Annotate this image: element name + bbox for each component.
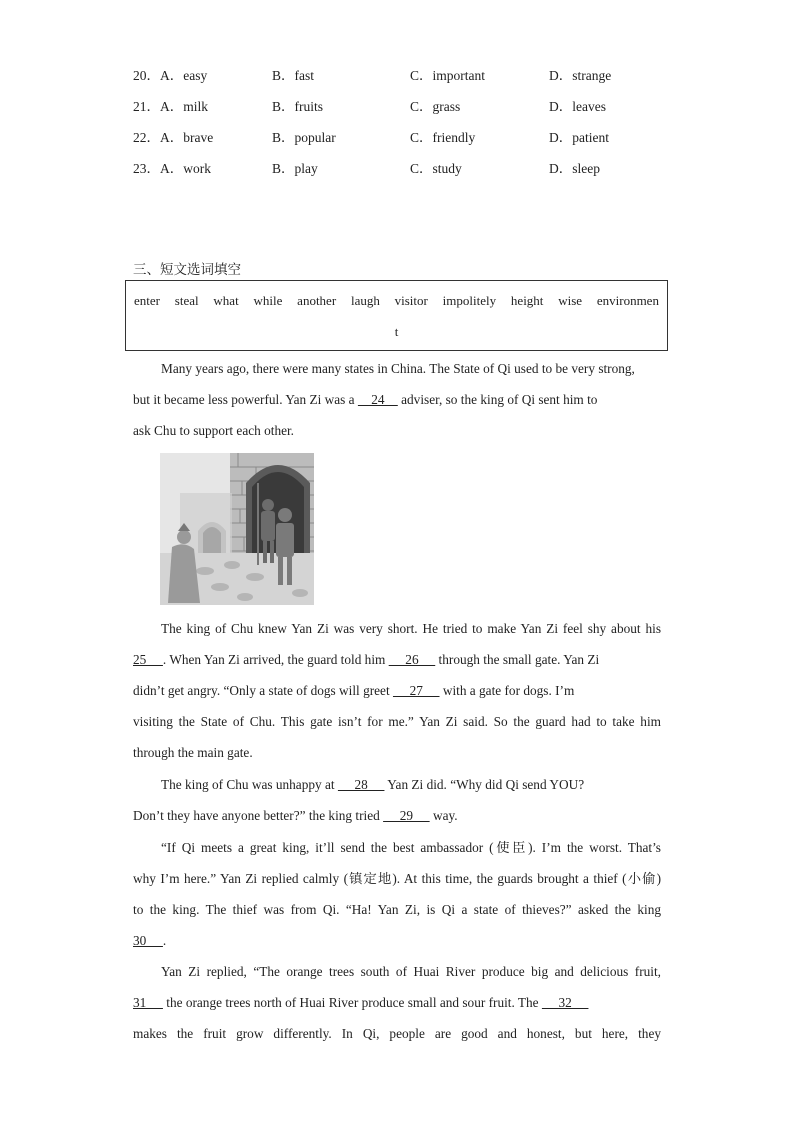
word-bank-item: laugh	[350, 293, 380, 308]
blank-32[interactable]: 32	[541, 995, 589, 1010]
word-bank-item: height	[510, 293, 544, 308]
text-line: visiting the State of Chu. This gate isn’t for me.” Yan Zi said. So the guard had to take him	[133, 714, 661, 729]
word-bank-item: environmen	[596, 293, 659, 308]
text-line: makes the fruit grow differently. In Qi, people are good and honest, but here, they	[133, 1026, 661, 1041]
question-number: 23．	[133, 161, 160, 176]
word-bank-item: another	[297, 293, 337, 308]
word-bank-item: steal	[174, 293, 199, 308]
option-d[interactable]: D．sleep	[549, 161, 600, 176]
text-line: 25 . When Yan Zi arrived, the guard told him 26 through the small gate. Yan Zi	[133, 652, 600, 667]
section-title: 三、短文选词填空	[133, 262, 241, 278]
text-line: Many years ago, there were many states in China. The State of Qi used to be very strong,	[161, 361, 635, 376]
option-a[interactable]: A．work	[160, 161, 211, 176]
castle-gate-illustration	[160, 453, 314, 605]
word-bank-item: enter	[134, 293, 160, 308]
blank-24[interactable]: 24	[357, 392, 398, 407]
text-line: “If Qi meets a great king, it’ll send the best ambassador (使臣). I’m the worst. That’s	[161, 840, 661, 855]
blank-30[interactable]: 30	[133, 933, 163, 948]
option-d[interactable]: D．patient	[549, 130, 609, 145]
word-bank-item: what	[213, 293, 239, 308]
question-number: 22．	[133, 130, 160, 145]
option-c[interactable]: C．friendly	[410, 130, 476, 145]
paragraph-3	[133, 769, 661, 831]
option-b[interactable]: B．play	[272, 161, 318, 176]
option-a[interactable]: A．milk	[160, 99, 209, 114]
option-a[interactable]: A．easy	[160, 68, 208, 83]
text-line: The king of Chu knew Yan Zi was very short. He tried to make Yan Zi feel shy about his	[161, 621, 661, 636]
text-line: ask Chu to support each other.	[133, 423, 295, 438]
blank-25[interactable]: 25	[133, 652, 163, 667]
text-line: why I’m here.” Yan Zi replied calmly (镇定地). At this time, the guards brought a thief (小偷)	[133, 871, 661, 886]
word-bank-item: visitor	[394, 293, 428, 308]
text-line: through the main gate.	[133, 745, 253, 760]
text-line: but it became less powerful. Yan Zi was a 24 adviser, so the king of Qi sent him to	[133, 392, 598, 407]
text-line: to the king. The thief was from Qi. “Ha! Yan Zi, is Qi a state of thieves?” asked the king	[133, 902, 661, 917]
word-bank-item: impolitely	[442, 293, 497, 308]
option-c[interactable]: C．important	[410, 68, 485, 83]
word-bank-box	[125, 280, 668, 351]
option-d[interactable]: D．strange	[549, 68, 612, 83]
option-a[interactable]: A．brave	[160, 130, 214, 145]
word-bank-line	[134, 293, 659, 309]
option-c[interactable]: C．grass	[410, 99, 461, 114]
option-c[interactable]: C．study	[410, 161, 462, 176]
paragraph-4	[133, 832, 661, 956]
paragraph-2	[133, 613, 661, 768]
blank-27[interactable]: 27	[392, 683, 440, 698]
question-number: 20．	[133, 68, 160, 83]
word-bank-item: while	[253, 293, 283, 308]
blank-26[interactable]: 26	[388, 652, 436, 667]
word-bank-wrap: t	[394, 324, 399, 339]
paragraph-1	[133, 353, 661, 446]
text-line: 30 .	[133, 933, 167, 948]
word-bank-item: wise	[558, 293, 583, 308]
question-number: 21．	[133, 99, 160, 114]
text-line: Yan Zi replied, “The orange trees south of Huai River produce big and delicious fruit,	[161, 964, 661, 979]
blank-28[interactable]: 28	[337, 777, 385, 792]
blank-29[interactable]: 29	[383, 808, 430, 823]
text-line: The king of Chu was unhappy at 28 Yan Zi did. “Why did Qi send YOU?	[161, 777, 585, 792]
option-b[interactable]: B．fast	[272, 68, 314, 83]
text-line: Don’t they have anyone better?” the king tried 29 way.	[133, 808, 458, 823]
blank-31[interactable]: 31	[133, 995, 163, 1010]
option-d[interactable]: D．leaves	[549, 99, 606, 114]
option-b[interactable]: B．fruits	[272, 99, 324, 114]
option-b[interactable]: B．popular	[272, 130, 336, 145]
text-line: 31 the orange trees north of Huai River produce small and sour fruit. The 32	[133, 995, 589, 1010]
paragraph-5	[133, 956, 661, 1049]
text-line: didn’t get angry. “Only a state of dogs will greet 27 with a gate for dogs. I’m	[133, 683, 575, 698]
